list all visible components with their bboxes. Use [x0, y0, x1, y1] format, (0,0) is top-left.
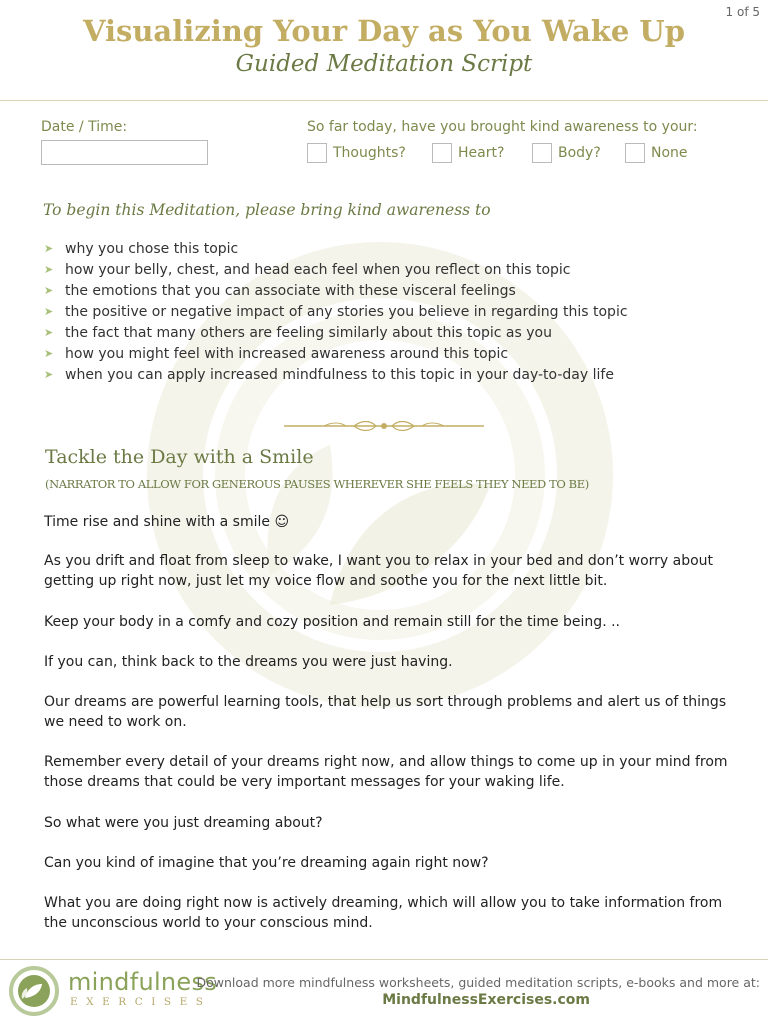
checkbox-label: Body?	[558, 145, 601, 161]
ornamental-divider-icon	[284, 419, 484, 433]
arrow-bullet-icon: ➤	[44, 284, 54, 297]
arrow-bullet-icon: ➤	[44, 347, 54, 360]
awareness-list	[44, 238, 628, 385]
script-paragraph: Our dreams are powerful learning tools, that help us sort through problems and alert us of things we need to work on.	[44, 694, 727, 730]
section-title: Tackle the Day with a Smile	[45, 446, 314, 468]
footer-divider	[0, 959, 768, 960]
list-item-text: the emotions that you can associate with these visceral feelings	[65, 282, 516, 299]
checkbox-label: Thoughts?	[333, 145, 406, 161]
list-item-text: the positive or negative impact of any stories you believe in regarding this topic	[65, 303, 628, 320]
checkbox-box[interactable]	[532, 143, 552, 163]
checkbox-label: None	[651, 145, 688, 161]
list-item	[44, 301, 628, 322]
list-item-text: how your belly, chest, and head each feel when you reflect on this topic	[65, 261, 571, 278]
narrator-note: (NARRATOR TO ALLOW FOR GENEROUS PAUSES WHEREVER SHE FEELS THEY NEED TO BE)	[45, 477, 589, 491]
script-paragraph: Time rise and shine with a smile ☺	[44, 514, 290, 530]
list-item	[44, 322, 628, 343]
arrow-bullet-icon: ➤	[44, 242, 54, 255]
script-paragraph: If you can, think back to the dreams you were just having.	[44, 654, 453, 670]
website-link[interactable]: MindfulnessExercises.com	[382, 992, 590, 1008]
script-paragraph: Keep your body in a comfy and cozy position and remain still for the time being. ..	[44, 614, 620, 630]
list-item-text: why you chose this topic	[65, 240, 239, 257]
awareness-question: So far today, have you brought kind awareness to your:	[307, 119, 698, 135]
script-paragraph: Can you kind of imagine that you’re dreaming again right now?	[44, 855, 489, 871]
list-item	[44, 280, 628, 301]
arrow-bullet-icon: ➤	[44, 326, 54, 339]
leaf-logo-icon	[8, 965, 60, 1017]
checkbox-box[interactable]	[625, 143, 645, 163]
date-time-label: Date / Time:	[41, 119, 128, 135]
checkbox-none[interactable]	[625, 143, 688, 163]
arrow-bullet-icon: ➤	[44, 305, 54, 318]
list-item	[44, 259, 628, 280]
checkbox-thoughts[interactable]	[307, 143, 406, 163]
arrow-bullet-icon: ➤	[44, 368, 54, 381]
script-paragraph: Remember every detail of your dreams right now, and allow things to come up in your mind from those dreams that could be very important messages for your waking life.	[44, 754, 728, 790]
checkbox-box[interactable]	[307, 143, 327, 163]
list-item-text: how you might feel with increased awareness around this topic	[65, 345, 509, 362]
brand-subtitle: EXERCISES	[70, 996, 212, 1008]
script-paragraph: What you are doing right now is actively dreaming, which will allow you to take information from the unconscious world to your conscious mind.	[44, 895, 723, 931]
footer-download-text: Download more mindfulness worksheets, guided meditation scripts, e-books and more at:	[196, 975, 760, 990]
checkbox-box[interactable]	[432, 143, 452, 163]
checkbox-body[interactable]	[532, 143, 601, 163]
header-divider	[0, 100, 768, 101]
list-item	[44, 364, 628, 385]
page-number: 1 of 5	[725, 5, 760, 19]
list-item-text: when you can apply increased mindfulness to this topic in your day-to-day life	[65, 366, 614, 383]
date-time-input[interactable]	[41, 140, 208, 165]
brand-name: mindfulness	[68, 968, 218, 996]
script-paragraph: As you drift and float from sleep to wake, I want you to relax in your bed and don’t worry about getting up right now, just let my voice flow and soothe you for the next little bit.	[44, 553, 714, 589]
page-title: Visualizing Your Day as You Wake Up	[82, 14, 686, 48]
list-item	[44, 343, 628, 364]
list-item	[44, 238, 628, 259]
checkbox-heart[interactable]	[432, 143, 504, 163]
script-paragraph: So what were you just dreaming about?	[44, 815, 323, 831]
arrow-bullet-icon: ➤	[44, 263, 54, 276]
list-item-text: the fact that many others are feeling similarly about this topic as you	[65, 324, 552, 341]
checkbox-label: Heart?	[458, 145, 505, 161]
intro-heading: To begin this Meditation, please bring kind awareness to	[43, 201, 491, 219]
page-subtitle: Guided Meditation Script	[235, 51, 533, 77]
